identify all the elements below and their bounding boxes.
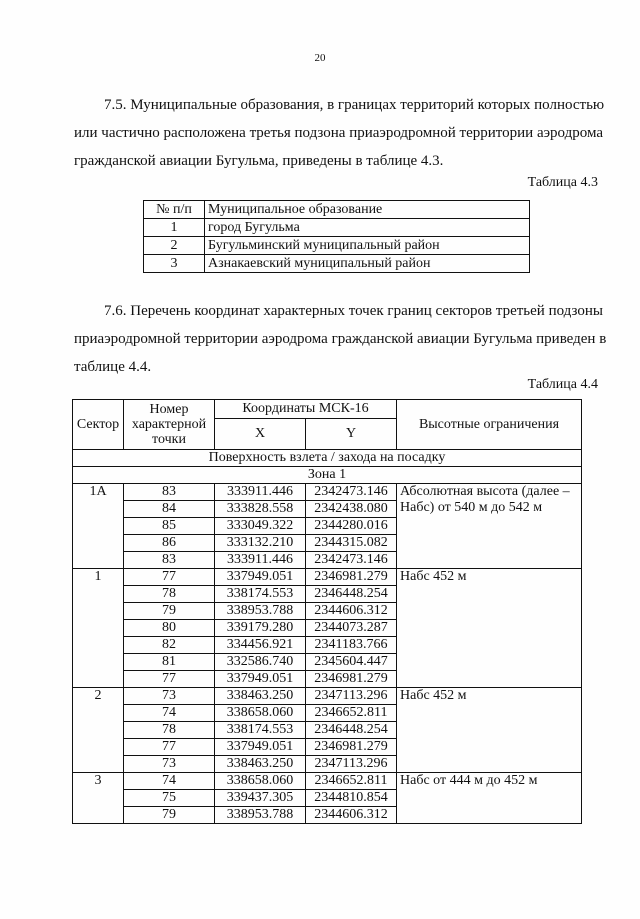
height-limit-cell: Набс 452 м bbox=[397, 569, 582, 688]
x-coordinate-cell: 333828.558 bbox=[215, 501, 306, 518]
table-row bbox=[73, 484, 582, 501]
y-coordinate-cell: 2345604.447 bbox=[306, 654, 397, 671]
table-row bbox=[144, 219, 530, 237]
point-number-cell: 85 bbox=[124, 518, 215, 535]
table-row bbox=[144, 255, 530, 273]
paragraph-line: приаэродромной территории аэродрома гражданской авиации Бугульма приведен в bbox=[74, 331, 607, 347]
point-number-cell: 79 bbox=[124, 807, 215, 824]
y-coordinate-cell: 2344315.082 bbox=[306, 535, 397, 552]
point-number-cell: 84 bbox=[124, 501, 215, 518]
point-number-cell: 73 bbox=[124, 756, 215, 773]
y-coordinate-cell: 2341183.766 bbox=[306, 637, 397, 654]
municipalities-table bbox=[143, 200, 530, 273]
point-number-cell: 77 bbox=[124, 569, 215, 586]
paragraph-line: 7.5. Муниципальные образования, в границах территорий которых полностью bbox=[104, 97, 605, 113]
y-coordinate-cell: 2346981.279 bbox=[306, 671, 397, 688]
y-coordinate-cell: 2344606.312 bbox=[306, 603, 397, 620]
y-coordinate-cell: 2346448.254 bbox=[306, 586, 397, 603]
x-coordinate-cell: 333049.322 bbox=[215, 518, 306, 535]
table-4-4-caption: Таблица 4.4 bbox=[527, 377, 598, 392]
x-coordinate-cell: 334456.921 bbox=[215, 637, 306, 654]
x-header: X bbox=[215, 419, 306, 450]
x-coordinate-cell: 338658.060 bbox=[215, 705, 306, 722]
sector-cell: 1 bbox=[73, 569, 124, 688]
point-number-cell: 77 bbox=[124, 739, 215, 756]
table-row bbox=[73, 688, 582, 705]
point-number-cell: 83 bbox=[124, 552, 215, 569]
table-header-row bbox=[144, 201, 530, 219]
y-coordinate-cell: 2347113.296 bbox=[306, 756, 397, 773]
table-row bbox=[73, 569, 582, 586]
table-cell: Бугульминский муниципальный район bbox=[205, 237, 530, 255]
x-coordinate-cell: 337949.051 bbox=[215, 739, 306, 756]
table-cell: город Бугульма bbox=[205, 219, 530, 237]
table-cell: Азнакаевский муниципальный район bbox=[205, 255, 530, 273]
point-number-header: Номер характерной точки bbox=[124, 400, 215, 450]
point-number-cell: 75 bbox=[124, 790, 215, 807]
sector-header: Сектор bbox=[73, 400, 124, 450]
x-coordinate-cell: 333911.446 bbox=[215, 552, 306, 569]
x-coordinate-cell: 337949.051 bbox=[215, 671, 306, 688]
column-header: № п/п bbox=[144, 201, 205, 219]
page-number: 20 bbox=[314, 52, 326, 64]
paragraph-line: 7.6. Перечень координат характерных точек границ секторов третьей подзоны bbox=[104, 303, 603, 319]
y-coordinate-cell: 2346448.254 bbox=[306, 722, 397, 739]
paragraph-line: гражданской авиации Бугульма, приведены в таблице 4.3. bbox=[74, 153, 444, 169]
point-number-cell: 81 bbox=[124, 654, 215, 671]
point-number-cell: 79 bbox=[124, 603, 215, 620]
coordinates-table bbox=[72, 399, 582, 824]
table-header-row bbox=[73, 400, 582, 419]
x-coordinate-cell: 338174.553 bbox=[215, 722, 306, 739]
y-coordinate-cell: 2342473.146 bbox=[306, 484, 397, 501]
x-coordinate-cell: 338463.250 bbox=[215, 756, 306, 773]
y-coordinate-cell: 2344606.312 bbox=[306, 807, 397, 824]
zone-title: Зона 1 bbox=[73, 467, 582, 484]
table-cell: 3 bbox=[144, 255, 205, 273]
x-coordinate-cell: 338658.060 bbox=[215, 773, 306, 790]
column-header: Муниципальное образование bbox=[205, 201, 530, 219]
point-number-cell: 82 bbox=[124, 637, 215, 654]
y-coordinate-cell: 2346652.811 bbox=[306, 773, 397, 790]
point-number-cell: 80 bbox=[124, 620, 215, 637]
point-number-cell: 77 bbox=[124, 671, 215, 688]
y-coordinate-cell: 2346981.279 bbox=[306, 569, 397, 586]
height-limit-cell: Абсолютная высота (далее – Набс) от 540 м до 542 м bbox=[397, 484, 582, 569]
table-row bbox=[73, 450, 582, 467]
y-coordinate-cell: 2344280.016 bbox=[306, 518, 397, 535]
sector-cell: 1А bbox=[73, 484, 124, 569]
y-coordinate-cell: 2342438.080 bbox=[306, 501, 397, 518]
table-row bbox=[144, 237, 530, 255]
x-coordinate-cell: 332586.740 bbox=[215, 654, 306, 671]
point-number-cell: 74 bbox=[124, 705, 215, 722]
height-limit-cell: Набс от 444 м до 452 м bbox=[397, 773, 582, 824]
x-coordinate-cell: 337949.051 bbox=[215, 569, 306, 586]
y-header: Y bbox=[306, 419, 397, 450]
coordinates-header: Координаты МСК-16 bbox=[215, 400, 397, 419]
table-4-3-caption: Таблица 4.3 bbox=[527, 175, 598, 190]
y-coordinate-cell: 2347113.296 bbox=[306, 688, 397, 705]
x-coordinate-cell: 338953.788 bbox=[215, 603, 306, 620]
table-cell: 2 bbox=[144, 237, 205, 255]
paragraph-line: таблице 4.4. bbox=[74, 359, 152, 375]
x-coordinate-cell: 333911.446 bbox=[215, 484, 306, 501]
x-coordinate-cell: 338953.788 bbox=[215, 807, 306, 824]
point-number-cell: 74 bbox=[124, 773, 215, 790]
y-coordinate-cell: 2344810.854 bbox=[306, 790, 397, 807]
point-number-cell: 78 bbox=[124, 586, 215, 603]
surface-title: Поверхность взлета / захода на посадку bbox=[73, 450, 582, 467]
height-limits-header: Высотные ограничения bbox=[397, 400, 582, 450]
sector-cell: 3 bbox=[73, 773, 124, 824]
x-coordinate-cell: 339437.305 bbox=[215, 790, 306, 807]
height-limit-cell: Набс 452 м bbox=[397, 688, 582, 773]
x-coordinate-cell: 338174.553 bbox=[215, 586, 306, 603]
x-coordinate-cell: 339179.280 bbox=[215, 620, 306, 637]
point-number-cell: 83 bbox=[124, 484, 215, 501]
x-coordinate-cell: 338463.250 bbox=[215, 688, 306, 705]
paragraph-line: или частично расположена третья подзона приаэродромной территории аэродрома bbox=[74, 125, 604, 141]
y-coordinate-cell: 2342473.146 bbox=[306, 552, 397, 569]
y-coordinate-cell: 2346981.279 bbox=[306, 739, 397, 756]
table-row bbox=[73, 467, 582, 484]
x-coordinate-cell: 333132.210 bbox=[215, 535, 306, 552]
table-cell: 1 bbox=[144, 219, 205, 237]
point-number-cell: 78 bbox=[124, 722, 215, 739]
y-coordinate-cell: 2344073.287 bbox=[306, 620, 397, 637]
table-row bbox=[73, 773, 582, 790]
sector-cell: 2 bbox=[73, 688, 124, 773]
y-coordinate-cell: 2346652.811 bbox=[306, 705, 397, 722]
paragraph-7-5 bbox=[74, 91, 605, 175]
point-number-cell: 73 bbox=[124, 688, 215, 705]
point-number-cell: 86 bbox=[124, 535, 215, 552]
paragraph-7-6 bbox=[74, 297, 607, 381]
